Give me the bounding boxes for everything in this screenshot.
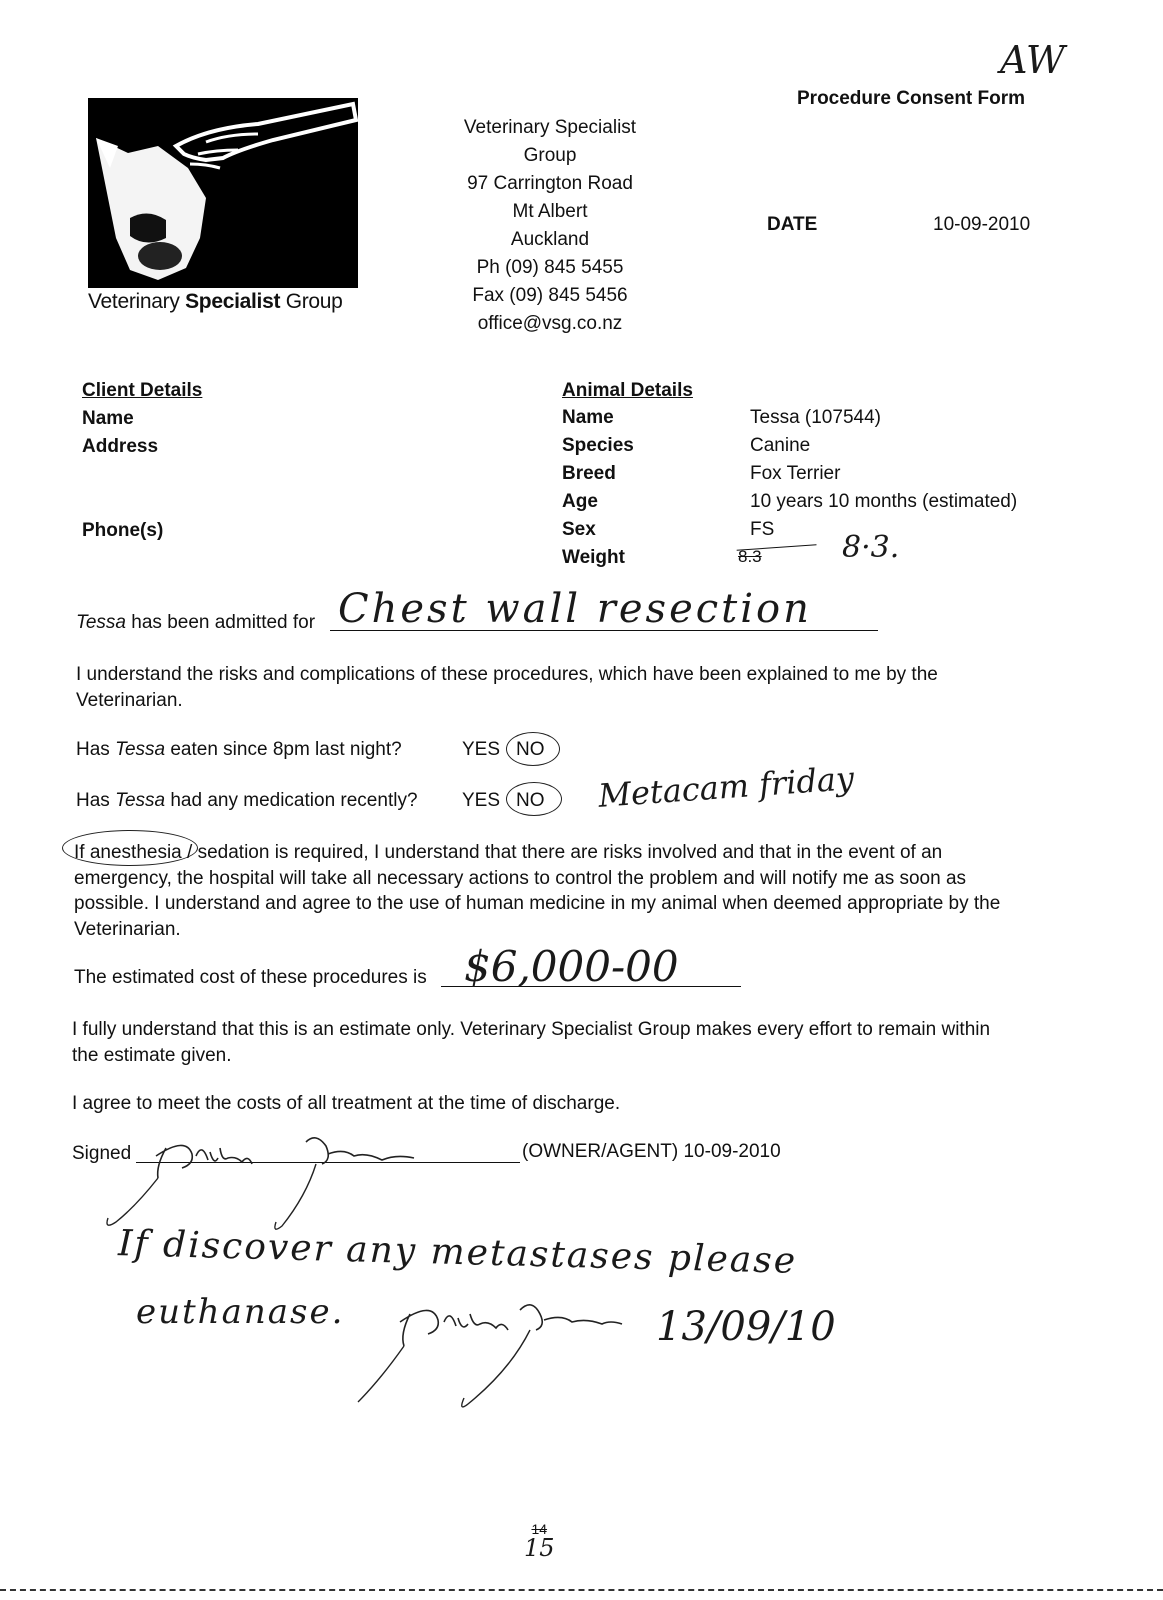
- form-title: Procedure Consent Form: [797, 88, 1026, 109]
- animal-sex-label: Sex: [562, 519, 596, 540]
- anesthesia-paragraph: If anesthesia / sedation is required, I understand that there are risks involved and that in the event of an emergency, the hospital will take all necessary actions to control the problem and will notify me as soon as possible. I understand and agree to the use of human medicine in my animal when deemed appropriate by the Veterinarian.: [74, 842, 1001, 940]
- owner-agent-label: (OWNER/AGENT) 10-09-2010: [522, 1141, 781, 1162]
- q2-no: NO: [516, 790, 545, 811]
- page-edge-line: [0, 1589, 1163, 1591]
- client-phone-label: Phone(s): [82, 520, 164, 541]
- q1-no-circle: [506, 732, 560, 766]
- animal-details-heading: Animal Details: [562, 380, 693, 401]
- address-line: 97 Carrington Road: [467, 173, 633, 194]
- animal-name-value: Tessa (107544): [750, 407, 881, 428]
- current-page-number: 15: [524, 1534, 555, 1562]
- handwritten-medication-note: Metacam friday: [596, 759, 856, 815]
- logo-caption: Veterinary Specialist Group: [88, 290, 343, 313]
- handwritten-procedure: Chest wall resection: [338, 586, 812, 632]
- client-name-label: Name: [82, 408, 134, 429]
- animal-species-value: Canine: [750, 435, 811, 456]
- animal-name-label: Name: [562, 407, 614, 428]
- q1-yes: YES: [462, 739, 501, 760]
- animal-age-label: Age: [562, 491, 598, 512]
- handwritten-cost: $6,000-00: [464, 942, 679, 991]
- address-line: Ph (09) 845 5455: [476, 257, 624, 278]
- old-page-number: 14: [531, 1521, 548, 1537]
- clinic-address: [430, 114, 670, 338]
- animal-weight-label: Weight: [562, 547, 625, 568]
- question-eaten: Has Tessa eaten since 8pm last night?: [76, 739, 402, 760]
- animal-species-label: Species: [562, 435, 634, 456]
- handwritten-note-date: 13/09/10: [656, 1304, 836, 1350]
- estimate-paragraph: I fully understand that this is an estimate only. Veterinary Specialist Group makes every effort to remain within the estimate given.: [72, 1019, 991, 1066]
- address-line: Fax (09) 845 5456: [472, 285, 628, 306]
- handwritten-note-line1: If discover any metastases please: [117, 1223, 798, 1282]
- animal-sex-value: FS: [750, 519, 775, 540]
- address-line: Mt Albert: [512, 201, 588, 222]
- cost-label: The estimated cost of these procedures is: [74, 967, 427, 988]
- animal-breed-label: Breed: [562, 463, 616, 484]
- agree-paragraph: I agree to meet the costs of all treatment at the time of discharge.: [72, 1093, 621, 1114]
- page-number: [524, 1522, 555, 1560]
- animal-age-value: 10 years 10 months (estimated): [750, 491, 1018, 512]
- signature-image: [96, 1126, 426, 1236]
- animal-weight-value-struck: 8.3: [738, 547, 762, 566]
- risks-paragraph: I understand the risks and complications of these procedures, which have been explained to me by the Veterinarian.: [76, 664, 938, 711]
- question-medication: Has Tessa had any medication recently?: [76, 790, 418, 811]
- address-line: office@vsg.co.nz: [477, 313, 623, 334]
- address-line: Group: [523, 145, 577, 166]
- client-address-label: Address: [82, 436, 159, 457]
- q2-no-circle: [506, 782, 562, 816]
- signed-label: Signed: [72, 1143, 132, 1164]
- handwritten-initials: AW: [1000, 38, 1065, 82]
- date-label: DATE: [767, 214, 818, 235]
- address-line: Veterinary Specialist: [463, 117, 637, 138]
- q1-no: NO: [516, 739, 545, 760]
- animal-breed-value: Fox Terrier: [750, 463, 841, 484]
- second-signature-image: [340, 1290, 630, 1420]
- handwritten-weight: 8·3.: [842, 530, 900, 565]
- address-line: Auckland: [510, 229, 590, 250]
- admitted-line: Tessa has been admitted for: [76, 612, 316, 633]
- q2-yes: YES: [462, 790, 501, 811]
- date-value: 10-09-2010: [933, 214, 1031, 235]
- logo-image: [88, 98, 358, 288]
- handwritten-note-line2: euthanase.: [136, 1292, 345, 1332]
- client-details-heading: Client Details: [82, 380, 203, 401]
